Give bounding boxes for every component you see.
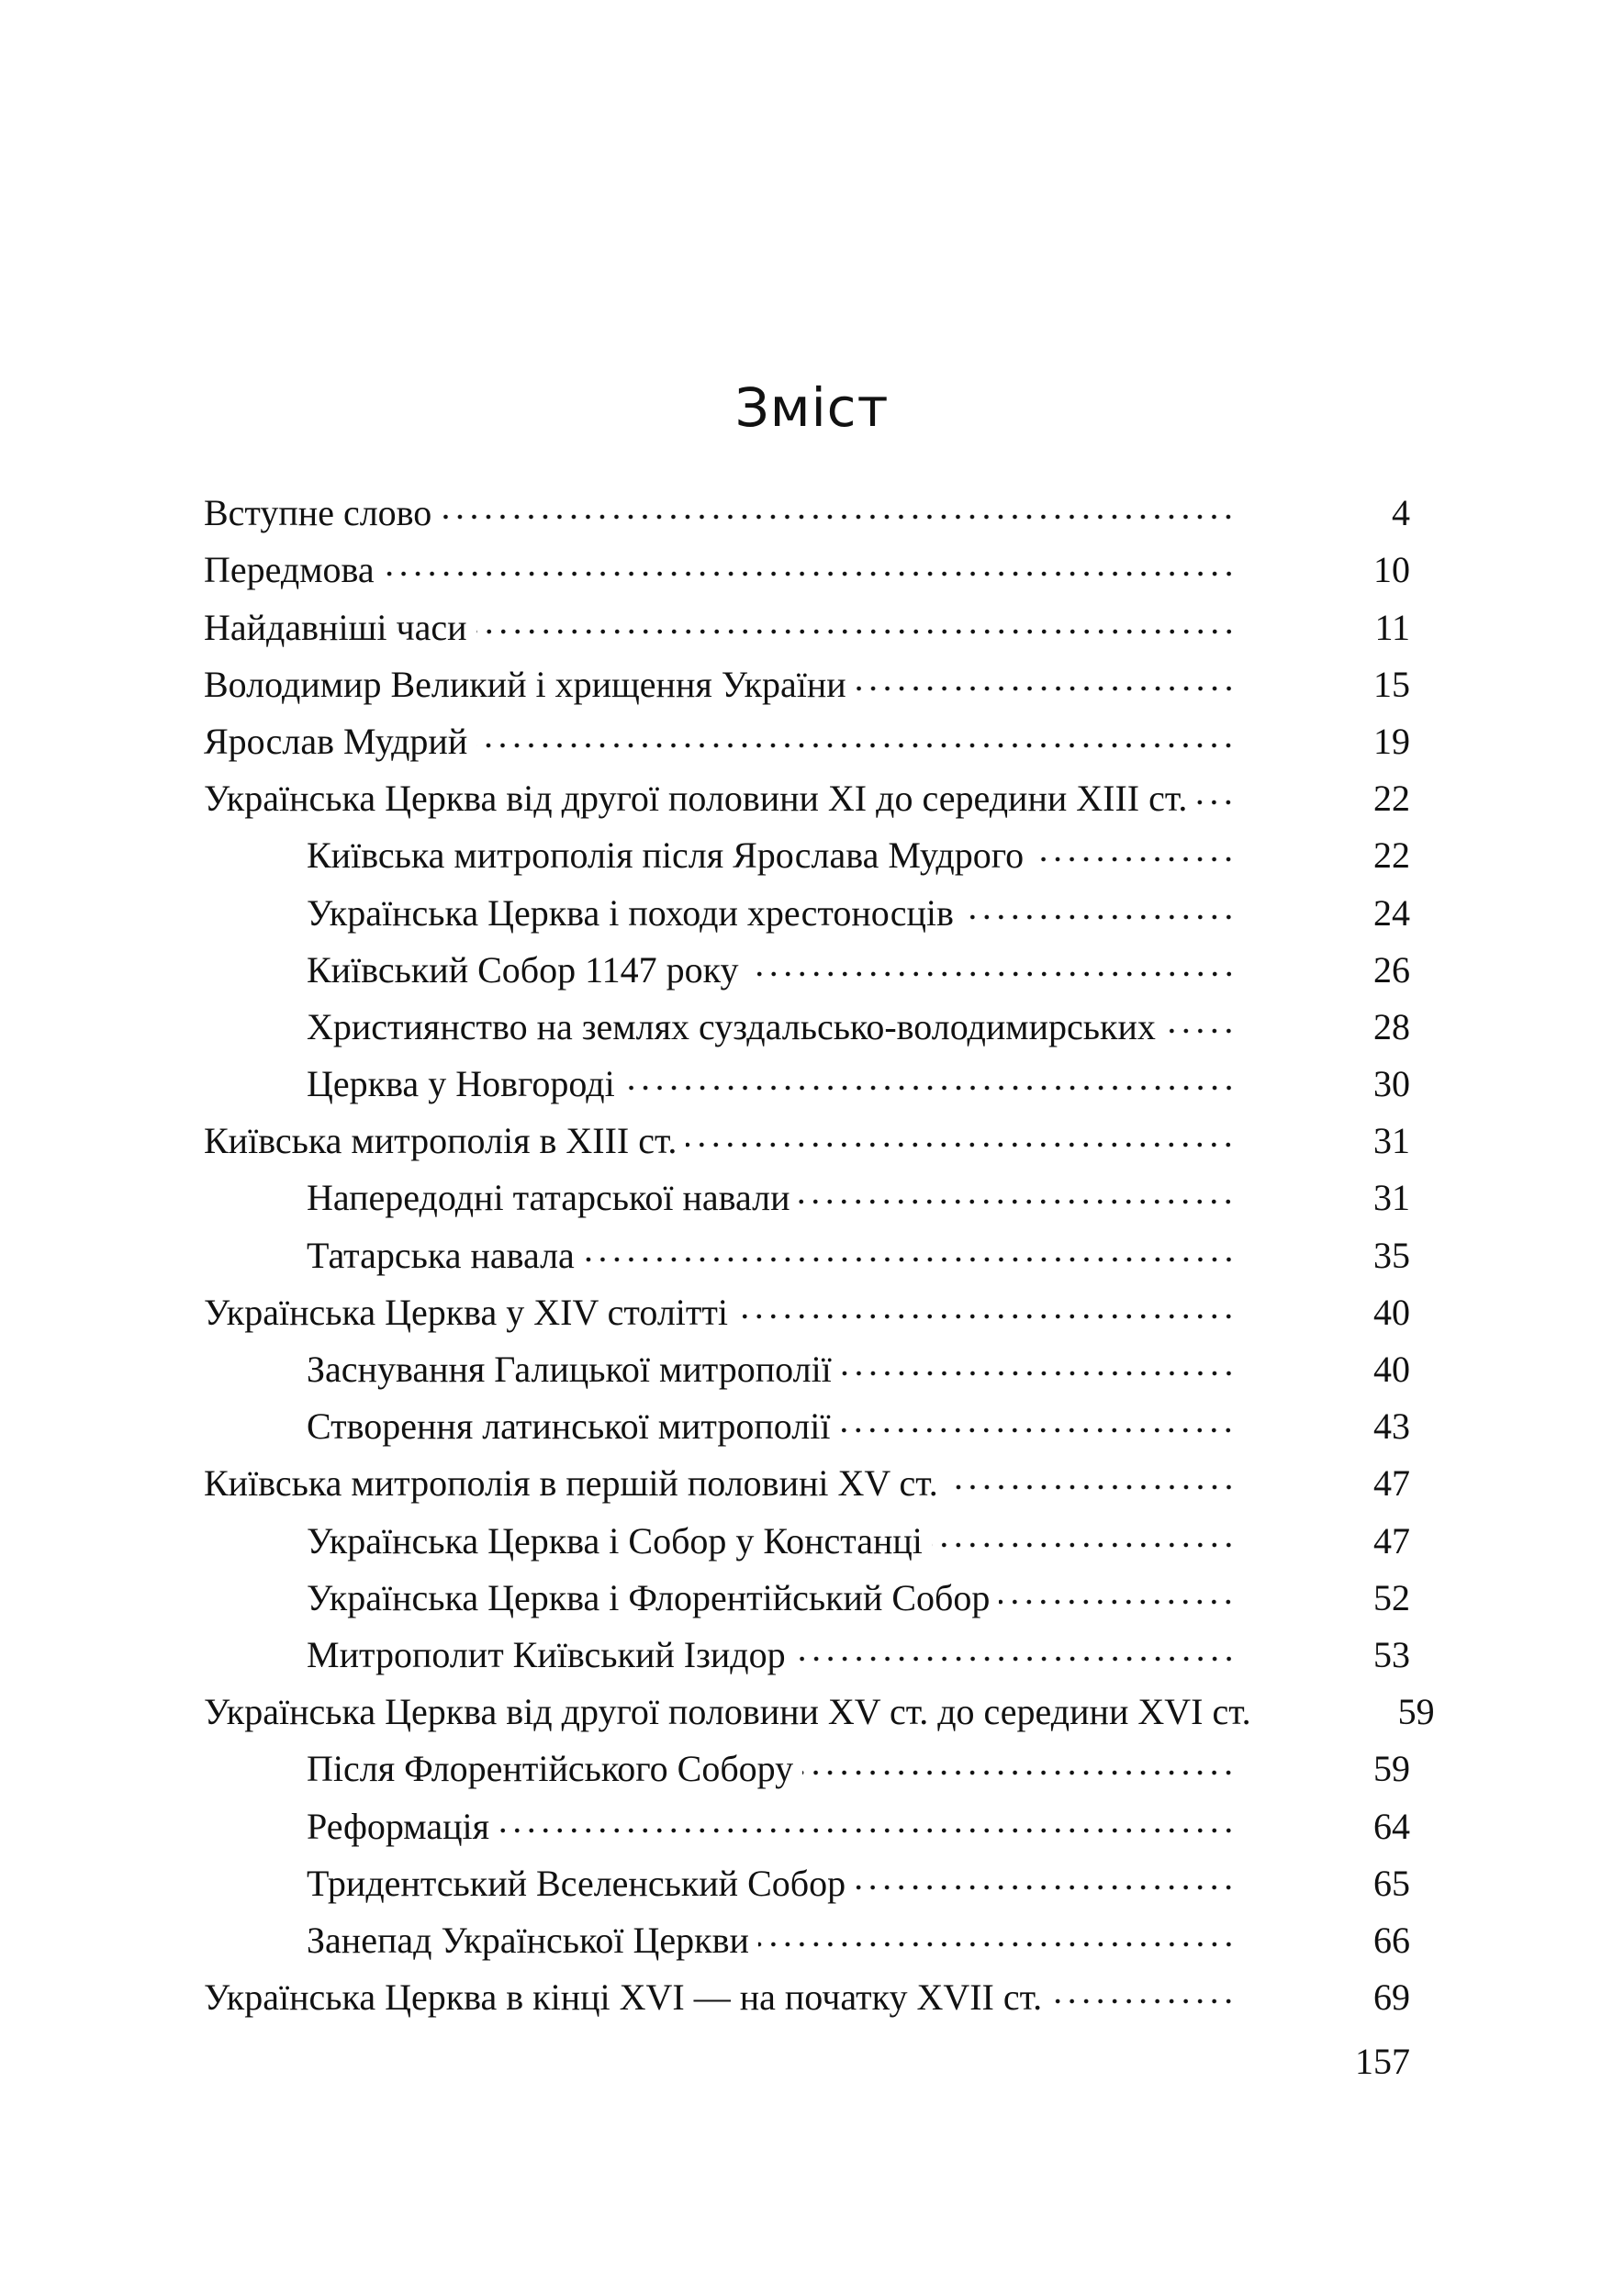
toc-entry: [204, 478, 1410, 535]
dot-leader: [839, 1421, 1236, 1439]
toc-entry-title: Українська Церква від другої половини XV ст. до середини XVI ст.: [204, 1691, 1251, 1733]
toc-entry: [204, 1278, 1410, 1335]
toc-entry-page: 30: [1373, 1063, 1410, 1105]
toc-entry: [204, 1563, 1410, 1620]
dot-leader: [856, 679, 1236, 698]
toc-entry-page: 43: [1373, 1405, 1410, 1448]
toc-entry-title: Ярослав Мудрий: [204, 720, 468, 762]
toc-entry-title: Передмова: [204, 549, 375, 591]
dot-leader: [932, 1536, 1236, 1554]
dot-leader: [802, 1763, 1236, 1782]
toc-entry-page: 24: [1373, 891, 1410, 934]
toc-entry-title: Київська митрополія в XIII ст.: [204, 1120, 678, 1162]
table-of-contents: [204, 478, 1435, 2020]
dot-leader: [686, 1136, 1236, 1154]
toc-entry-title: Українська Церква в кінці XVI — на початку XVII ст.: [204, 1976, 1043, 2019]
dot-leader: [758, 1935, 1236, 1954]
toc-entry-page: 22: [1373, 778, 1410, 820]
toc-entry-page: 53: [1373, 1633, 1410, 1675]
toc-entry-page: 66: [1373, 1919, 1410, 1961]
toc-entry-page: 69: [1373, 1976, 1410, 2019]
dot-leader: [737, 1307, 1236, 1326]
dot-leader: [384, 565, 1236, 583]
toc-entry-page: 31: [1373, 1120, 1410, 1162]
toc-entry-page: 28: [1373, 1005, 1410, 1047]
toc-entry-page: 47: [1373, 1519, 1410, 1562]
toc-entry: [204, 1791, 1410, 1848]
dot-leader: [947, 1478, 1236, 1496]
toc-entry-page: 40: [1373, 1349, 1410, 1390]
toc-entry-title: Вступне слово: [204, 492, 432, 534]
toc-entry: [204, 1506, 1410, 1562]
toc-entry: [204, 992, 1410, 1049]
dot-leader: [1165, 1022, 1236, 1040]
toc-entry-page: 52: [1373, 1576, 1410, 1618]
page-number: 157: [1355, 2041, 1410, 2082]
toc-entry-title: Занепад Української Церкви: [307, 1919, 749, 1961]
toc-entry: [204, 1449, 1410, 1506]
toc-entry-page: 40: [1373, 1291, 1410, 1333]
toc-entry: [204, 1335, 1410, 1392]
dot-leader: [441, 508, 1236, 526]
toc-entry-title: Церква у Новгороді: [307, 1063, 615, 1105]
toc-entry: [204, 1220, 1410, 1277]
toc-entry-page: 59: [1397, 1691, 1435, 1733]
toc-entry: [204, 821, 1410, 878]
toc-entry-title: Київська митрополія в першій половині XV ст.: [204, 1462, 938, 1505]
toc-entry: [204, 1849, 1410, 1906]
dot-leader: [498, 1821, 1236, 1840]
toc-entry-page: 59: [1373, 1748, 1410, 1790]
toc-entry-title: Українська Церква і Флорентійський Собор: [307, 1576, 991, 1618]
toc-entry-page: 31: [1373, 1177, 1410, 1219]
toc-entry: [204, 1049, 1410, 1106]
dot-leader: [799, 1192, 1236, 1211]
toc-entry-title: Українська Церква і походи хрестоносців: [307, 891, 954, 934]
toc-entry-page: 65: [1373, 1862, 1410, 1904]
toc-entry-page: 22: [1373, 834, 1410, 877]
toc-entry: [204, 592, 1410, 649]
dot-leader: [795, 1650, 1236, 1668]
dot-leader: [1196, 793, 1236, 812]
toc-entry: [204, 535, 1410, 592]
toc-entry-title: Українська Церква від другої половини XI до середини XIII ст.: [204, 778, 1188, 820]
page-title: Зміст: [734, 376, 890, 439]
toc-entry: [204, 878, 1410, 935]
toc-entry-page: 11: [1374, 606, 1410, 648]
toc-entry-title: Напередодні татарської навали: [307, 1177, 790, 1219]
toc-entry-title: Українська Церква у XIV столітті: [204, 1291, 728, 1333]
dot-leader: [1051, 1992, 1236, 2010]
toc-entry: [204, 1906, 1410, 1963]
dot-leader: [963, 908, 1236, 926]
toc-entry-title: Християнство на землях суздальсько-володимирських: [307, 1005, 1156, 1047]
toc-entry-title: Митрополит Київський Ізидор: [307, 1633, 786, 1675]
toc-entry-title: Створення латинської митрополії: [307, 1405, 831, 1448]
dot-leader: [476, 622, 1236, 641]
toc-entry-page: 19: [1373, 720, 1410, 762]
toc-entry-page: 10: [1373, 549, 1410, 591]
toc-entry-page: 15: [1373, 663, 1410, 705]
dot-leader: [841, 1364, 1236, 1383]
toc-entry-page: 35: [1373, 1234, 1410, 1276]
toc-entry-title: Татарська навала: [307, 1234, 575, 1276]
toc-entry: [204, 707, 1410, 764]
toc-entry-title: Володимир Великий і хрищення України: [204, 663, 846, 705]
dot-leader: [1033, 850, 1236, 868]
toc-entry: [204, 1734, 1410, 1791]
dot-leader: [748, 965, 1236, 983]
toc-entry-page: 64: [1373, 1805, 1410, 1847]
toc-entry-title: Реформація: [307, 1805, 489, 1847]
toc-entry: [204, 764, 1410, 821]
toc-entry: [204, 650, 1410, 707]
toc-entry-title: Українська Церква і Собор у Констанці: [307, 1519, 923, 1562]
toc-entry-title: Київський Собор 1147 року: [307, 948, 739, 991]
toc-entry: [204, 1677, 1435, 1734]
toc-entry: [204, 1392, 1410, 1449]
toc-entry: [204, 1963, 1410, 2020]
toc-entry-title: Найдавніші часи: [204, 606, 467, 648]
toc-entry: [204, 1163, 1410, 1220]
toc-entry-title: Заснування Галицької митрополії: [307, 1349, 832, 1390]
dot-leader: [476, 736, 1236, 755]
toc-entry-page: 47: [1373, 1462, 1410, 1505]
toc-entry: [204, 935, 1410, 992]
toc-entry-title: Після Флорентійського Собору: [307, 1748, 794, 1790]
dot-leader: [999, 1593, 1236, 1611]
toc-entry: [204, 1620, 1410, 1677]
dot-leader: [584, 1250, 1236, 1269]
toc-entry-title: Тридентський Вселенський Собор: [307, 1862, 846, 1904]
dot-leader: [624, 1079, 1236, 1097]
toc-entry-title: Київська митрополія після Ярослава Мудрого: [307, 834, 1025, 877]
toc-entry-page: 26: [1373, 948, 1410, 991]
toc-entry: [204, 1106, 1410, 1163]
toc-entry-page: 4: [1392, 492, 1410, 534]
dot-leader: [855, 1878, 1236, 1897]
